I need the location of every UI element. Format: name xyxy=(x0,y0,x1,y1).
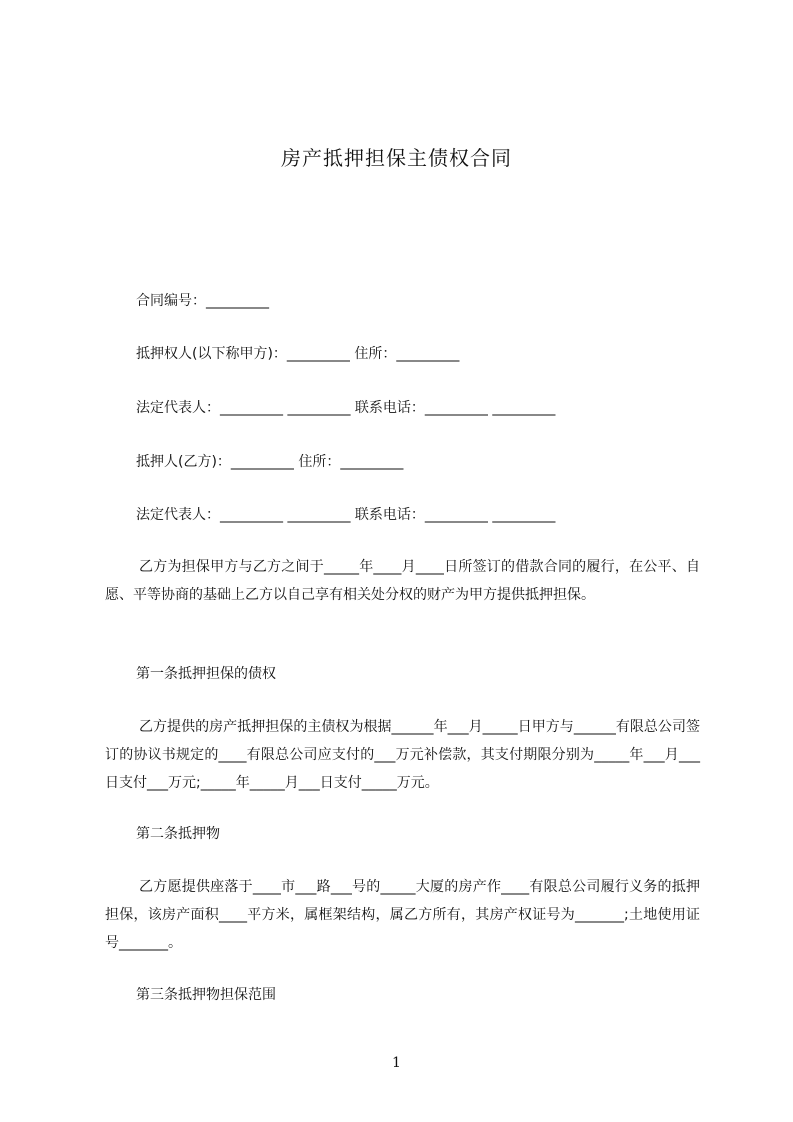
article-1-body: 乙方提供的房产抵押担保的主债权为根据______年___月_____日甲方与______有限总公司签订的协议书规定的____有限总公司应支付的___万元补偿款，其支付期限分别为_____年___月___日支付___万元;_____年_____月___日支付_____万元。 xyxy=(105,719,700,791)
article-2-body: 乙方愿提供座落于____市___路___号的_____大厦的房产作____有限总公司履行义务的抵押担保，该房产面积____平方米，属框架结构，属乙方所有，其房产权证号为_______;土地使用证号_______。 xyxy=(105,879,700,951)
article-3-heading: 第三条抵押物担保范围 xyxy=(136,987,276,1003)
mortgagor-line: 抵押人(乙方)：_________ 住所：_________ xyxy=(136,454,404,470)
contract-number-line: 合同编号：_________ xyxy=(136,293,269,309)
article-1-heading: 第一条抵押担保的债权 xyxy=(136,666,276,682)
document-title: 房产抵押担保主债权合同 xyxy=(281,146,512,170)
mortgagee-representative-line: 法定代表人：_________ _________ 联系电话：_________ _________ xyxy=(136,400,556,416)
page-number: 1 xyxy=(392,1055,401,1071)
mortgagor-representative-line: 法定代表人：_________ _________ 联系电话：_________ _________ xyxy=(136,507,556,523)
article-2-heading: 第二条抵押物 xyxy=(136,826,220,842)
mortgagee-line: 抵押权人(以下称甲方)：_________ 住所：_________ xyxy=(136,346,460,362)
intro-paragraph: 乙方为担保甲方与乙方之间于_____年____月____日所签订的借款合同的履行，在公平、自愿、平等协商的基础上乙方以自己享有相关处分权的财产为甲方提供抵押担保。 xyxy=(105,559,700,603)
